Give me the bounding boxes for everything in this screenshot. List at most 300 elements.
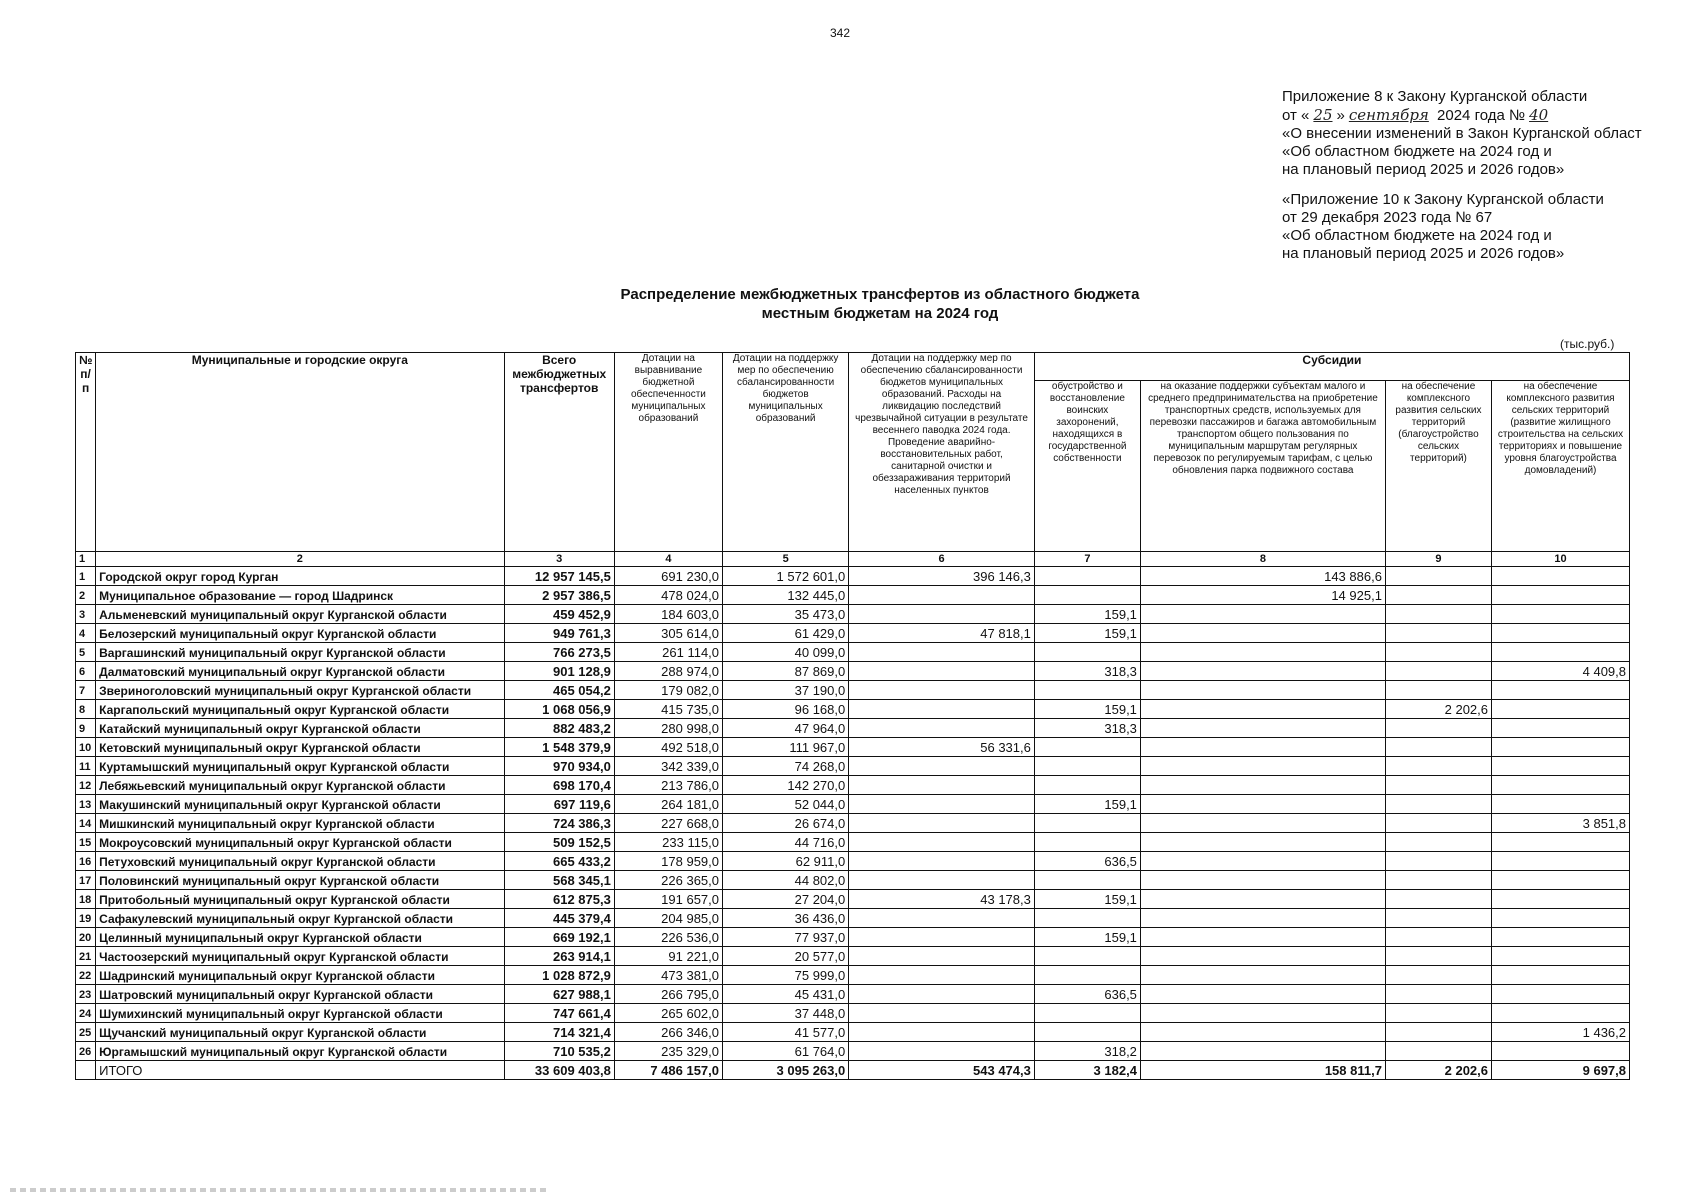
row-number-cell: 11	[76, 757, 96, 776]
balance-grants-cell: 96 168,0	[723, 700, 849, 719]
column-number: 8	[1140, 552, 1385, 567]
table-row	[76, 586, 1630, 605]
transport-subsidy-cell	[1140, 814, 1385, 833]
row-number-cell: 9	[76, 719, 96, 738]
appendix-line: от 29 декабря 2023 года № 67	[1282, 209, 1493, 226]
equalization-grants-cell: 342 339,0	[614, 757, 722, 776]
total-transfers-cell: 263 914,1	[504, 947, 614, 966]
appendix-amendment	[1282, 88, 1677, 179]
row-number-cell: 14	[76, 814, 96, 833]
total-transfers-cell: 627 988,1	[504, 985, 614, 1004]
municipality-name-cell: Альменевский муниципальный округ Курганской области	[96, 605, 504, 624]
document-title	[560, 285, 1200, 323]
balance-grants-cell: 40 099,0	[723, 643, 849, 662]
municipality-name-cell: Варгашинский муниципальный округ Курганской области	[96, 643, 504, 662]
flood-grants-cell	[849, 586, 1035, 605]
column-number: 5	[723, 552, 849, 567]
flood-grants-cell: 43 178,3	[849, 890, 1035, 909]
rural-housing-subsidy-cell	[1492, 1004, 1630, 1023]
flood-grants-cell	[849, 852, 1035, 871]
rural-improvement-subsidy-cell	[1385, 681, 1491, 700]
balance-grants-cell: 132 445,0	[723, 586, 849, 605]
table-body	[76, 567, 1630, 1080]
transport-subsidy-cell	[1140, 833, 1385, 852]
total-transfers-cell: 459 452,9	[504, 605, 614, 624]
date-quote: »	[1336, 107, 1345, 124]
total-transfers-cell: 1 548 379,9	[504, 738, 614, 757]
equalization-grants-cell: 288 974,0	[614, 662, 722, 681]
war-graves-subsidy-cell: 159,1	[1034, 624, 1140, 643]
handwritten-month: сентября	[1348, 106, 1429, 124]
column-number: 4	[614, 552, 722, 567]
equalization-grants-cell: 191 657,0	[614, 890, 722, 909]
war-graves-subsidy-cell	[1034, 833, 1140, 852]
header-rural-improvement: на обеспечение комплексного развития сельских территорий (благоустройство сельских территорий)	[1385, 381, 1491, 552]
balance-grants-cell: 52 044,0	[723, 795, 849, 814]
table-row	[76, 890, 1630, 909]
row-number-cell: 22	[76, 966, 96, 985]
row-number-cell: 7	[76, 681, 96, 700]
balance-grants-cell: 1 572 601,0	[723, 567, 849, 586]
equalization-grants-cell: 264 181,0	[614, 795, 722, 814]
municipality-name-cell: Притобольный муниципальный округ Курганской области	[96, 890, 504, 909]
rural-housing-subsidy-cell	[1492, 966, 1630, 985]
table-row	[76, 719, 1630, 738]
total-transfers-cell: 714 321,4	[504, 1023, 614, 1042]
table-row	[76, 567, 1630, 586]
row-number-cell	[76, 1061, 96, 1080]
rural-improvement-subsidy-cell	[1385, 1042, 1491, 1061]
war-graves-subsidy-cell: 318,3	[1034, 662, 1140, 681]
balance-grants-cell: 45 431,0	[723, 985, 849, 1004]
municipality-name-cell: Шадринский муниципальный округ Курганской области	[96, 966, 504, 985]
war-graves-subsidy-cell	[1034, 681, 1140, 700]
appendix-line: «Об областном бюджете на 2024 год и	[1282, 143, 1552, 160]
table-row	[76, 1042, 1630, 1061]
transport-subsidy-cell	[1140, 928, 1385, 947]
municipality-name-cell: Шумихинский муниципальный округ Курганской области	[96, 1004, 504, 1023]
municipality-name-cell: Юргамышский муниципальный округ Курганской области	[96, 1042, 504, 1061]
table-row	[76, 776, 1630, 795]
municipality-name-cell: Кетовский муниципальный округ Курганской области	[96, 738, 504, 757]
rural-housing-subsidy-cell: 1 436,2	[1492, 1023, 1630, 1042]
transport-subsidy-cell	[1140, 1042, 1385, 1061]
total-transfers-cell: 747 661,4	[504, 1004, 614, 1023]
row-number-cell: 17	[76, 871, 96, 890]
municipality-name-cell: Катайский муниципальный округ Курганской области	[96, 719, 504, 738]
rural-housing-subsidy-cell	[1492, 700, 1630, 719]
rural-housing-subsidy-cell	[1492, 719, 1630, 738]
table-row	[76, 681, 1630, 700]
flood-grants-cell	[849, 1004, 1035, 1023]
rural-housing-subsidy-cell	[1492, 928, 1630, 947]
date-prefix: от «	[1282, 107, 1310, 124]
equalization-grants-cell: 178 959,0	[614, 852, 722, 871]
war-graves-subsidy-cell: 159,1	[1034, 700, 1140, 719]
header-municipality: Муниципальные и городские округа	[96, 353, 504, 552]
units-label: (тыс.руб.)	[1560, 337, 1615, 351]
appendix-header	[1282, 88, 1677, 263]
column-number: 9	[1385, 552, 1491, 567]
appendix-line: «О внесении изменений в Закон Курганской област	[1282, 125, 1642, 142]
war-graves-subsidy-cell: 318,2	[1034, 1042, 1140, 1061]
war-graves-subsidy-cell	[1034, 586, 1140, 605]
war-graves-subsidy-cell	[1034, 776, 1140, 795]
total-row	[76, 1061, 1630, 1080]
table-row	[76, 662, 1630, 681]
municipality-name-cell: Городской округ город Курган	[96, 567, 504, 586]
balance-grants-cell: 20 577,0	[723, 947, 849, 966]
flood-grants-cell	[849, 1042, 1035, 1061]
table-row	[76, 1004, 1630, 1023]
municipality-name-cell: Лебяжьевский муниципальный округ Курганской области	[96, 776, 504, 795]
flood-grants-cell	[849, 757, 1035, 776]
equalization-grants-cell: 261 114,0	[614, 643, 722, 662]
war-graves-subsidy-cell: 159,1	[1034, 928, 1140, 947]
rural-improvement-subsidy-cell	[1385, 1004, 1491, 1023]
flood-grants-cell	[849, 871, 1035, 890]
appendix-line: на плановый период 2025 и 2026 годов»	[1282, 245, 1565, 262]
transport-subsidy-cell	[1140, 757, 1385, 776]
rural-housing-subsidy-cell	[1492, 852, 1630, 871]
equalization-grants-cell: 280 998,0	[614, 719, 722, 738]
table-row	[76, 1023, 1630, 1042]
flood-grants-cell	[849, 985, 1035, 1004]
war-graves-subsidy-cell	[1034, 757, 1140, 776]
header-balance-grants: Дотации на поддержку мер по обеспечению сбалансированности бюджетов муниципальных образований	[723, 353, 849, 552]
rural-housing-subsidy-cell	[1492, 624, 1630, 643]
rural-improvement-subsidy-cell	[1385, 928, 1491, 947]
transport-subsidy-cell	[1140, 624, 1385, 643]
total-transfers-cell: 669 192,1	[504, 928, 614, 947]
appendix-line: «Об областном бюджете на 2024 год и	[1282, 227, 1552, 244]
flood-grants-cell: 396 146,3	[849, 567, 1035, 586]
rural-improvement-subsidy-cell	[1385, 719, 1491, 738]
rural-housing-subsidy-cell: 4 409,8	[1492, 662, 1630, 681]
transport-subsidy-cell	[1140, 643, 1385, 662]
transport-subsidy-cell	[1140, 681, 1385, 700]
handwritten-law-number: 40	[1529, 106, 1549, 124]
balance-grants-cell: 61 764,0	[723, 1042, 849, 1061]
flood-grants-cell	[849, 795, 1035, 814]
balance-grants-cell: 27 204,0	[723, 890, 849, 909]
rural-improvement-subsidy-cell	[1385, 814, 1491, 833]
municipality-name-cell: Мишкинский муниципальный округ Курганской области	[96, 814, 504, 833]
rural-housing-subsidy-cell	[1492, 776, 1630, 795]
balance-grants-cell: 61 429,0	[723, 624, 849, 643]
total-transfers-cell: 882 483,2	[504, 719, 614, 738]
total-transfers-cell: 766 273,5	[504, 643, 614, 662]
war-graves-subsidy-cell: 3 182,4	[1034, 1061, 1140, 1080]
flood-grants-cell	[849, 681, 1035, 700]
row-number-cell: 24	[76, 1004, 96, 1023]
row-number-cell: 15	[76, 833, 96, 852]
municipality-name-cell: Белозерский муниципальный округ Курганской области	[96, 624, 504, 643]
total-transfers-cell: 1 028 872,9	[504, 966, 614, 985]
row-number-cell: 6	[76, 662, 96, 681]
table-row	[76, 909, 1630, 928]
municipality-name-cell: Мокроусовский муниципальный округ Курганской области	[96, 833, 504, 852]
transfers-table	[75, 352, 1630, 1080]
rural-housing-subsidy-cell	[1492, 833, 1630, 852]
rural-improvement-subsidy-cell	[1385, 643, 1491, 662]
balance-grants-cell: 77 937,0	[723, 928, 849, 947]
transport-subsidy-cell: 143 886,6	[1140, 567, 1385, 586]
balance-grants-cell: 3 095 263,0	[723, 1061, 849, 1080]
rural-improvement-subsidy-cell	[1385, 567, 1491, 586]
total-transfers-cell: 2 957 386,5	[504, 586, 614, 605]
total-transfers-cell: 901 128,9	[504, 662, 614, 681]
header-flood-grants: Дотации на поддержку мер по обеспечению сбалансированности бюджетов муниципальных образований. Расходы на ликвидацию последствий чрезвычайной ситуации в результате весеннего паводка 2024 года. Проведение аварийно-восстановительных работ, санитарной очистки и обеззараживания территорий населенных пунктов	[849, 353, 1035, 552]
balance-grants-cell: 26 674,0	[723, 814, 849, 833]
table-row	[76, 757, 1630, 776]
transport-subsidy-cell	[1140, 871, 1385, 890]
municipality-name-cell: Макушинский муниципальный округ Курганской области	[96, 795, 504, 814]
table-row	[76, 643, 1630, 662]
rural-housing-subsidy-cell	[1492, 890, 1630, 909]
table-row	[76, 928, 1630, 947]
rural-housing-subsidy-cell	[1492, 586, 1630, 605]
header-subsidies: Субсидии	[1034, 353, 1629, 381]
rural-improvement-subsidy-cell	[1385, 871, 1491, 890]
page-number: 342	[829, 26, 851, 40]
row-number-cell: 21	[76, 947, 96, 966]
municipality-name-cell: Половинский муниципальный округ Курганской области	[96, 871, 504, 890]
balance-grants-cell: 47 964,0	[723, 719, 849, 738]
equalization-grants-cell: 415 735,0	[614, 700, 722, 719]
war-graves-subsidy-cell: 636,5	[1034, 985, 1140, 1004]
total-transfers-cell: 710 535,2	[504, 1042, 614, 1061]
column-number: 1	[76, 552, 96, 567]
war-graves-subsidy-cell	[1034, 567, 1140, 586]
equalization-grants-cell: 235 329,0	[614, 1042, 722, 1061]
appendix-line: «Приложение 10 к Закону Курганской области	[1282, 191, 1604, 208]
equalization-grants-cell: 204 985,0	[614, 909, 722, 928]
municipality-name-cell: Куртамышский муниципальный округ Курганской области	[96, 757, 504, 776]
rural-housing-subsidy-cell: 9 697,8	[1492, 1061, 1630, 1080]
rural-housing-subsidy-cell	[1492, 985, 1630, 1004]
row-number-cell: 26	[76, 1042, 96, 1061]
municipality-name-cell: Шатровский муниципальный округ Курганской области	[96, 985, 504, 1004]
total-transfers-cell: 949 761,3	[504, 624, 614, 643]
transport-subsidy-cell	[1140, 795, 1385, 814]
rural-improvement-subsidy-cell	[1385, 605, 1491, 624]
header-number: № п/п	[76, 353, 96, 552]
transport-subsidy-cell	[1140, 700, 1385, 719]
equalization-grants-cell: 492 518,0	[614, 738, 722, 757]
balance-grants-cell: 142 270,0	[723, 776, 849, 795]
war-graves-subsidy-cell: 159,1	[1034, 605, 1140, 624]
rural-improvement-subsidy-cell	[1385, 852, 1491, 871]
row-number-cell: 8	[76, 700, 96, 719]
municipality-name-cell: Целинный муниципальный округ Курганской области	[96, 928, 504, 947]
flood-grants-cell: 47 818,1	[849, 624, 1035, 643]
row-number-cell: 12	[76, 776, 96, 795]
row-number-cell: 16	[76, 852, 96, 871]
appendix-line: на плановый период 2025 и 2026 годов»	[1282, 161, 1565, 178]
war-graves-subsidy-cell	[1034, 947, 1140, 966]
rural-improvement-subsidy-cell	[1385, 890, 1491, 909]
rural-improvement-subsidy-cell	[1385, 776, 1491, 795]
equalization-grants-cell: 691 230,0	[614, 567, 722, 586]
flood-grants-cell: 56 331,6	[849, 738, 1035, 757]
transport-subsidy-cell: 158 811,7	[1140, 1061, 1385, 1080]
transport-subsidy-cell: 14 925,1	[1140, 586, 1385, 605]
table-row	[76, 852, 1630, 871]
transport-subsidy-cell	[1140, 1023, 1385, 1042]
date-year: 2024 года №	[1432, 107, 1526, 124]
balance-grants-cell: 62 911,0	[723, 852, 849, 871]
municipality-name-cell: Сафакулевский муниципальный округ Курганской области	[96, 909, 504, 928]
total-transfers-cell: 568 345,1	[504, 871, 614, 890]
column-number: 2	[96, 552, 504, 567]
table-row	[76, 605, 1630, 624]
rural-improvement-subsidy-cell	[1385, 833, 1491, 852]
flood-grants-cell	[849, 643, 1035, 662]
table-row	[76, 795, 1630, 814]
flood-grants-cell	[849, 776, 1035, 795]
war-graves-subsidy-cell	[1034, 871, 1140, 890]
table-row	[76, 966, 1630, 985]
rural-housing-subsidy-cell	[1492, 738, 1630, 757]
title-line: Распределение межбюджетных трансфертов из областного бюджета	[620, 286, 1140, 303]
table-row	[76, 814, 1630, 833]
rural-improvement-subsidy-cell	[1385, 757, 1491, 776]
flood-grants-cell	[849, 909, 1035, 928]
equalization-grants-cell: 265 602,0	[614, 1004, 722, 1023]
equalization-grants-cell: 179 082,0	[614, 681, 722, 700]
flood-grants-cell	[849, 605, 1035, 624]
municipality-name-cell: Звериноголовский муниципальный округ Курганской области	[96, 681, 504, 700]
table-row	[76, 833, 1630, 852]
rural-housing-subsidy-cell: 3 851,8	[1492, 814, 1630, 833]
balance-grants-cell: 87 869,0	[723, 662, 849, 681]
equalization-grants-cell: 184 603,0	[614, 605, 722, 624]
balance-grants-cell: 37 190,0	[723, 681, 849, 700]
title-line: местным бюджетам на 2024 год	[761, 305, 999, 322]
war-graves-subsidy-cell: 636,5	[1034, 852, 1140, 871]
war-graves-subsidy-cell: 318,3	[1034, 719, 1140, 738]
war-graves-subsidy-cell: 159,1	[1034, 795, 1140, 814]
equalization-grants-cell: 226 365,0	[614, 871, 722, 890]
row-number-cell: 13	[76, 795, 96, 814]
total-transfers-cell: 12 957 145,5	[504, 567, 614, 586]
flood-grants-cell: 543 474,3	[849, 1061, 1035, 1080]
flood-grants-cell	[849, 814, 1035, 833]
municipality-name-cell: ИТОГО	[96, 1061, 504, 1080]
total-transfers-cell: 665 433,2	[504, 852, 614, 871]
transport-subsidy-cell	[1140, 985, 1385, 1004]
war-graves-subsidy-cell	[1034, 738, 1140, 757]
header-war-graves: обустройство и восстановление воинских захоронений, находящихся в государственной собственности	[1034, 381, 1140, 552]
total-transfers-cell: 970 934,0	[504, 757, 614, 776]
rural-improvement-subsidy-cell	[1385, 966, 1491, 985]
equalization-grants-cell: 213 786,0	[614, 776, 722, 795]
equalization-grants-cell: 233 115,0	[614, 833, 722, 852]
balance-grants-cell: 41 577,0	[723, 1023, 849, 1042]
flood-grants-cell	[849, 947, 1035, 966]
flood-grants-cell	[849, 928, 1035, 947]
rural-improvement-subsidy-cell: 2 202,6	[1385, 700, 1491, 719]
rural-improvement-subsidy-cell	[1385, 909, 1491, 928]
table-row	[76, 871, 1630, 890]
transport-subsidy-cell	[1140, 605, 1385, 624]
balance-grants-cell: 37 448,0	[723, 1004, 849, 1023]
total-transfers-cell: 698 170,4	[504, 776, 614, 795]
flood-grants-cell	[849, 966, 1035, 985]
column-number-row	[76, 552, 1630, 567]
municipality-name-cell: Муниципальное образование — город Шадринск	[96, 586, 504, 605]
transport-subsidy-cell	[1140, 852, 1385, 871]
war-graves-subsidy-cell	[1034, 1004, 1140, 1023]
balance-grants-cell: 35 473,0	[723, 605, 849, 624]
total-transfers-cell: 509 152,5	[504, 833, 614, 852]
flood-grants-cell	[849, 700, 1035, 719]
war-graves-subsidy-cell	[1034, 643, 1140, 662]
war-graves-subsidy-cell	[1034, 1023, 1140, 1042]
total-transfers-cell: 697 119,6	[504, 795, 614, 814]
total-transfers-cell: 612 875,3	[504, 890, 614, 909]
municipality-name-cell: Частоозерский муниципальный округ Курганской области	[96, 947, 504, 966]
rural-housing-subsidy-cell	[1492, 681, 1630, 700]
war-graves-subsidy-cell	[1034, 909, 1140, 928]
municipality-name-cell: Петуховский муниципальный округ Курганской области	[96, 852, 504, 871]
transport-subsidy-cell	[1140, 909, 1385, 928]
total-transfers-cell: 33 609 403,8	[504, 1061, 614, 1080]
column-number: 3	[504, 552, 614, 567]
transport-subsidy-cell	[1140, 776, 1385, 795]
column-number: 6	[849, 552, 1035, 567]
transport-subsidy-cell	[1140, 890, 1385, 909]
transport-subsidy-cell	[1140, 966, 1385, 985]
equalization-grants-cell: 266 795,0	[614, 985, 722, 1004]
column-number: 7	[1034, 552, 1140, 567]
total-transfers-cell: 1 068 056,9	[504, 700, 614, 719]
rural-improvement-subsidy-cell	[1385, 947, 1491, 966]
war-graves-subsidy-cell	[1034, 966, 1140, 985]
equalization-grants-cell: 266 346,0	[614, 1023, 722, 1042]
row-number-cell: 23	[76, 985, 96, 1004]
equalization-grants-cell: 226 536,0	[614, 928, 722, 947]
balance-grants-cell: 111 967,0	[723, 738, 849, 757]
header-rural-housing: на обеспечение комплексного развития сельских территорий (развитие жилищного строительства на сельских территориях и повышение уровня благоустройства домовладений)	[1492, 381, 1630, 552]
rural-improvement-subsidy-cell	[1385, 624, 1491, 643]
rural-housing-subsidy-cell	[1492, 871, 1630, 890]
flood-grants-cell	[849, 833, 1035, 852]
appendix-date-line	[1282, 106, 1677, 125]
rural-improvement-subsidy-cell: 2 202,6	[1385, 1061, 1491, 1080]
municipality-name-cell: Каргапольский муниципальный округ Курганской области	[96, 700, 504, 719]
table-row	[76, 947, 1630, 966]
transport-subsidy-cell	[1140, 1004, 1385, 1023]
balance-grants-cell: 75 999,0	[723, 966, 849, 985]
equalization-grants-cell: 227 668,0	[614, 814, 722, 833]
column-number: 10	[1492, 552, 1630, 567]
war-graves-subsidy-cell	[1034, 814, 1140, 833]
row-number-cell: 19	[76, 909, 96, 928]
table-row	[76, 624, 1630, 643]
appendix-line: Приложение 8 к Закону Курганской области	[1282, 88, 1588, 105]
rural-improvement-subsidy-cell	[1385, 1023, 1491, 1042]
rural-housing-subsidy-cell	[1492, 643, 1630, 662]
row-number-cell: 3	[76, 605, 96, 624]
table-row	[76, 738, 1630, 757]
total-transfers-cell: 465 054,2	[504, 681, 614, 700]
rural-housing-subsidy-cell	[1492, 605, 1630, 624]
rural-housing-subsidy-cell	[1492, 947, 1630, 966]
row-number-cell: 10	[76, 738, 96, 757]
table-row	[76, 700, 1630, 719]
